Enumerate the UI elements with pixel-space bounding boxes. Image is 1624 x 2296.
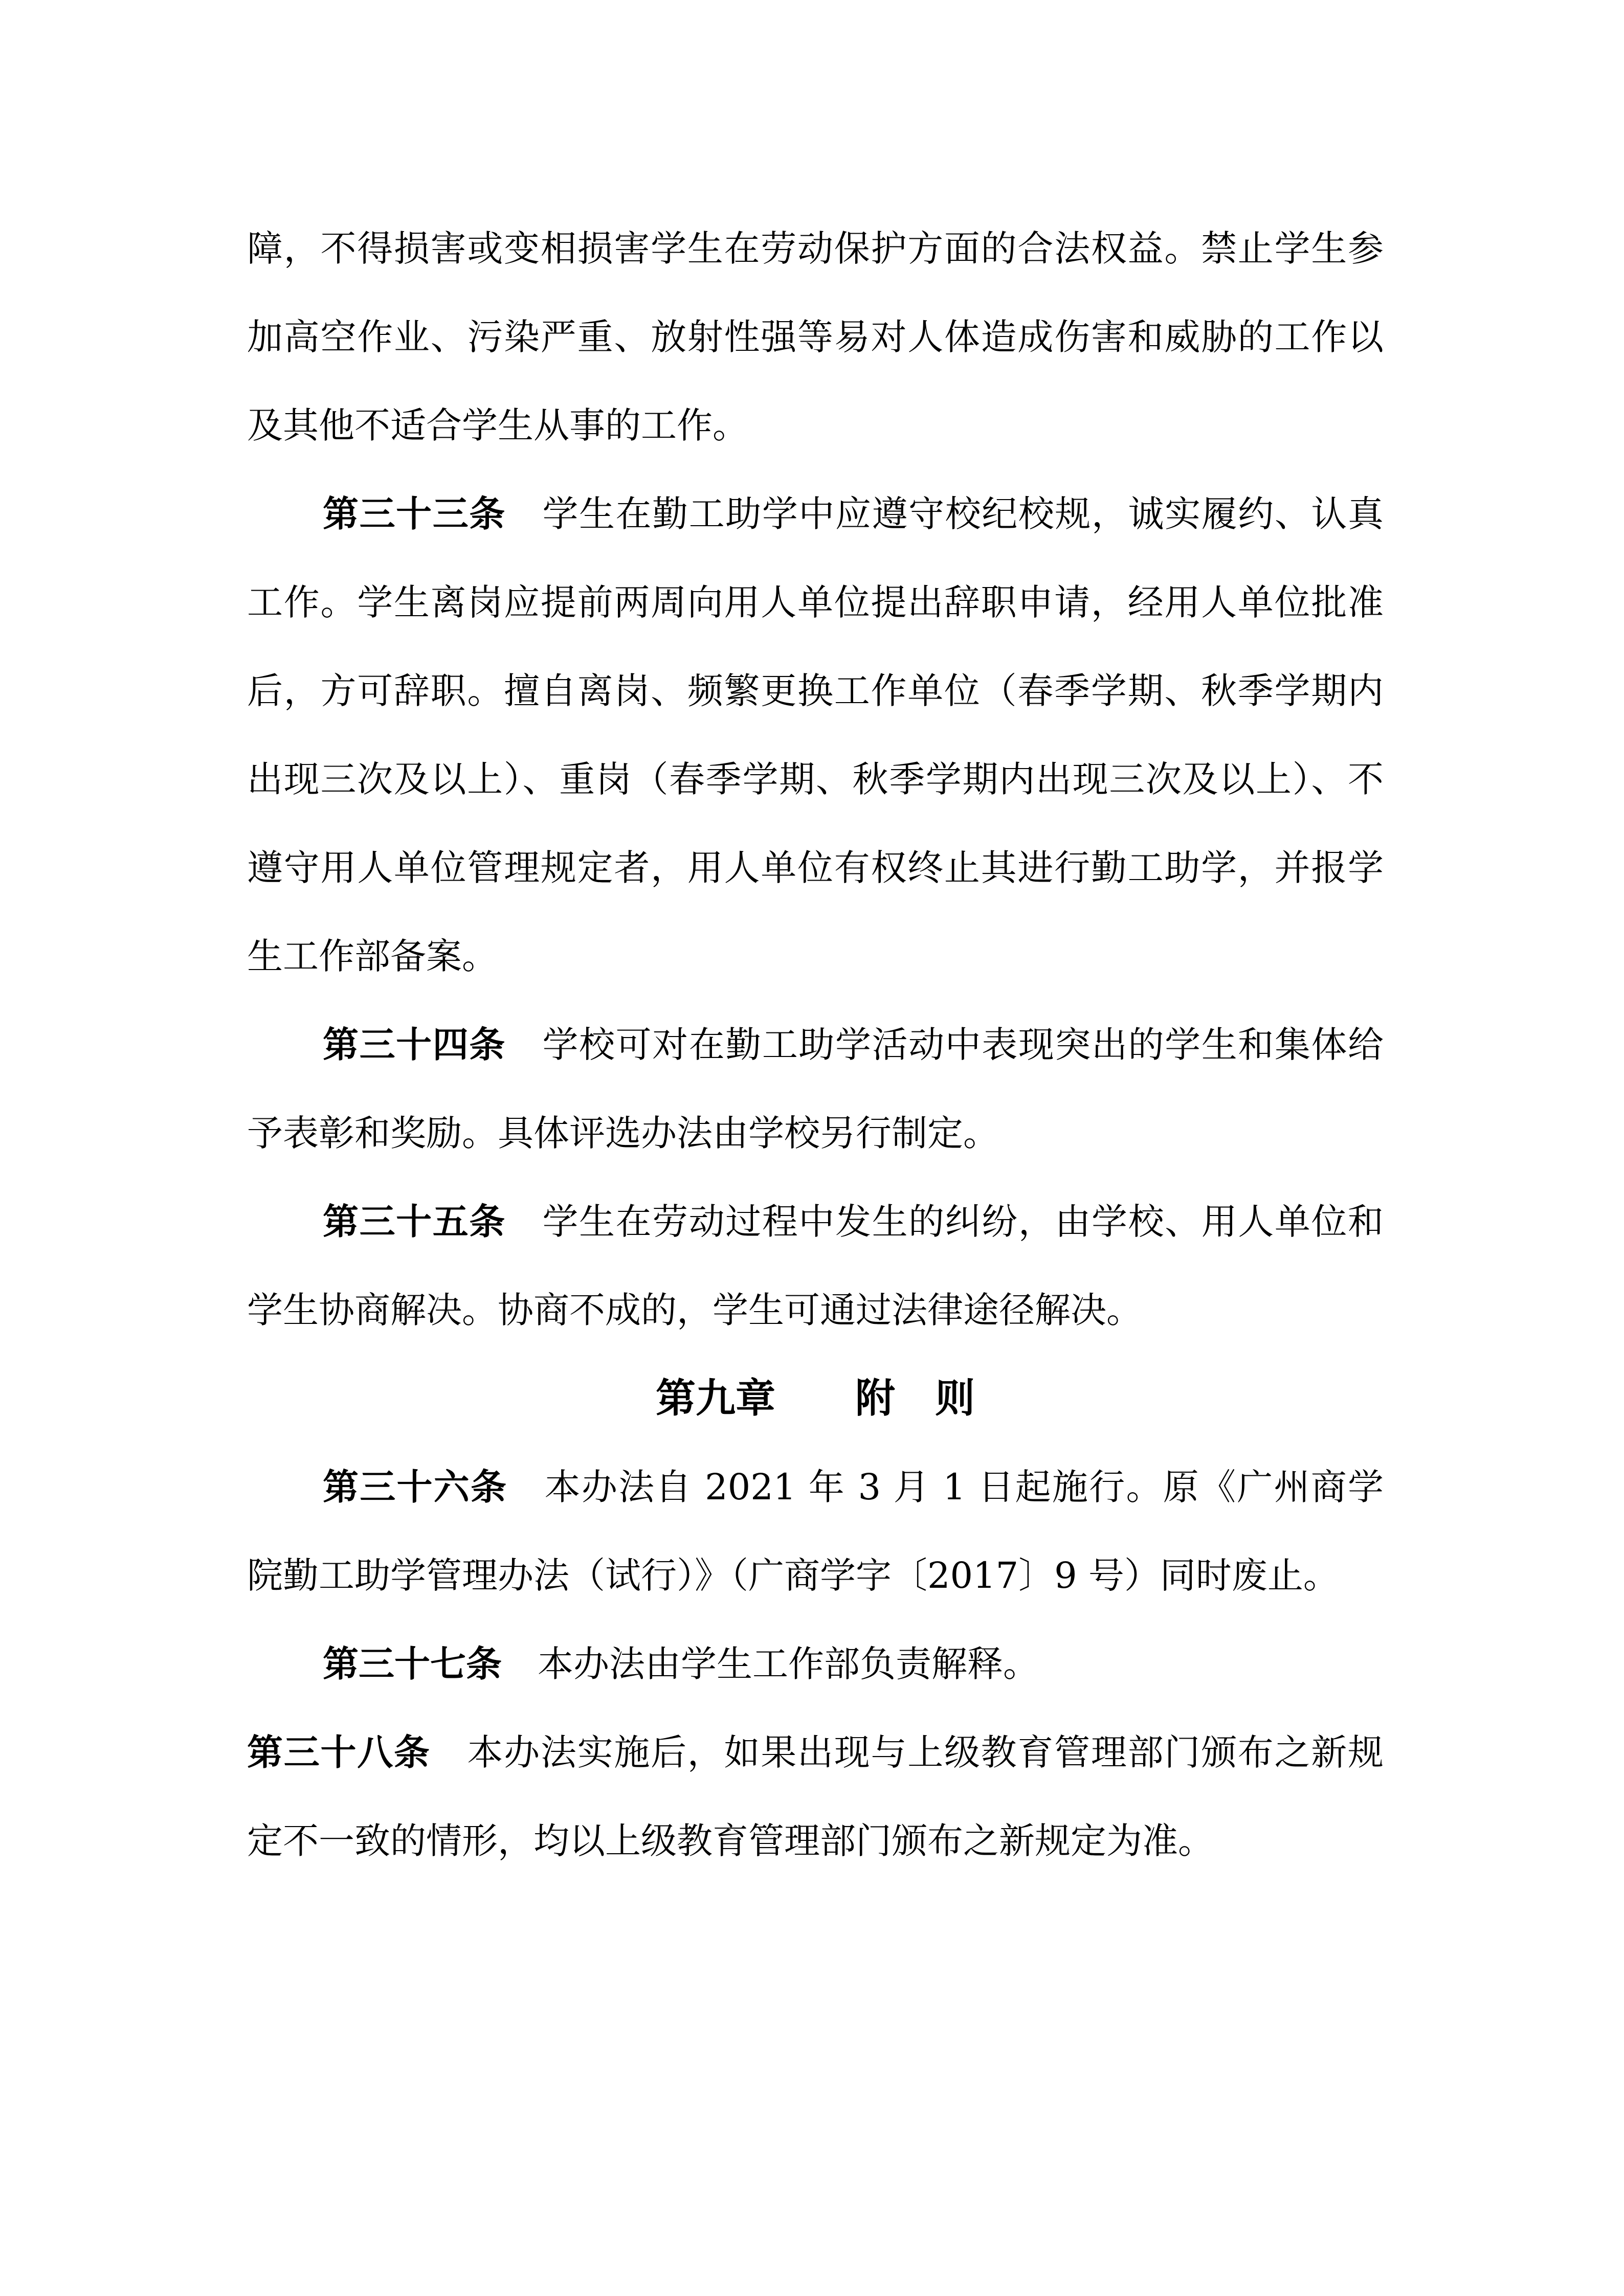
article-36	[247, 1443, 1384, 1620]
article-number: 第三十三条	[323, 493, 506, 535]
article-34	[247, 1001, 1384, 1178]
article-number: 第三十五条	[323, 1201, 506, 1243]
article-number: 第三十六条	[323, 1466, 508, 1508]
paragraph-text: 障，不得损害或变相损害学生在劳动保护方面的合法权益。禁止学生参加高空作业、污染严重、放射性强等易对人体造成伤害和威胁的工作以及其他不适合学生从事的工作。	[247, 228, 1384, 446]
article-35	[247, 1178, 1384, 1355]
article-number: 第三十七条	[323, 1643, 502, 1685]
article-text: 本办法由学生工作部负责解释。	[538, 1643, 1039, 1685]
article-33	[247, 470, 1384, 1001]
article-37	[247, 1620, 1384, 1708]
article-number: 第三十四条	[323, 1024, 506, 1066]
article-text: 学生在勤工助学中应遵守校纪校规，诚实履约、认真工作。学生离岗应提前两周向用人单位提出辞职申请，经用人单位批准后，方可辞职。擅自离岗、频繁更换工作单位（春季学期、秋季学期内出现三次及以上）、重岗（春季学期、秋季学期内出现三次及以上）、不遵守用人单位管理规定者，用人单位有权终止其进行勤工助学，并报学生工作部备案。	[247, 493, 1384, 977]
article-text: 本办法实施后，如果出现与上级教育管理部门颁布之新规定不一致的情形，均以上级教育管理部门颁布之新规定为准。	[247, 1731, 1384, 1862]
article-38	[247, 1708, 1384, 1885]
document-body	[247, 205, 1384, 1885]
paragraph-continued	[247, 205, 1384, 470]
article-number: 第三十八条	[247, 1731, 431, 1773]
chapter-heading: 第九章 附 则	[655, 1376, 975, 1422]
article-text: 学生在劳动过程中发生的纠纷，由学校、用人单位和学生协商解决。协商不成的，学生可通过法律途径解决。	[247, 1201, 1384, 1331]
article-text: 本办法自 2021 年 3 月 1 日起施行。原《广州商学院勤工助学管理办法（试行）》（广商学字〔2017〕9 号）同时废止。	[247, 1466, 1384, 1596]
article-text: 学校可对在勤工助学活动中表现突出的学生和集体给予表彰和奖励。具体评选办法由学校另行制定。	[247, 1024, 1384, 1154]
